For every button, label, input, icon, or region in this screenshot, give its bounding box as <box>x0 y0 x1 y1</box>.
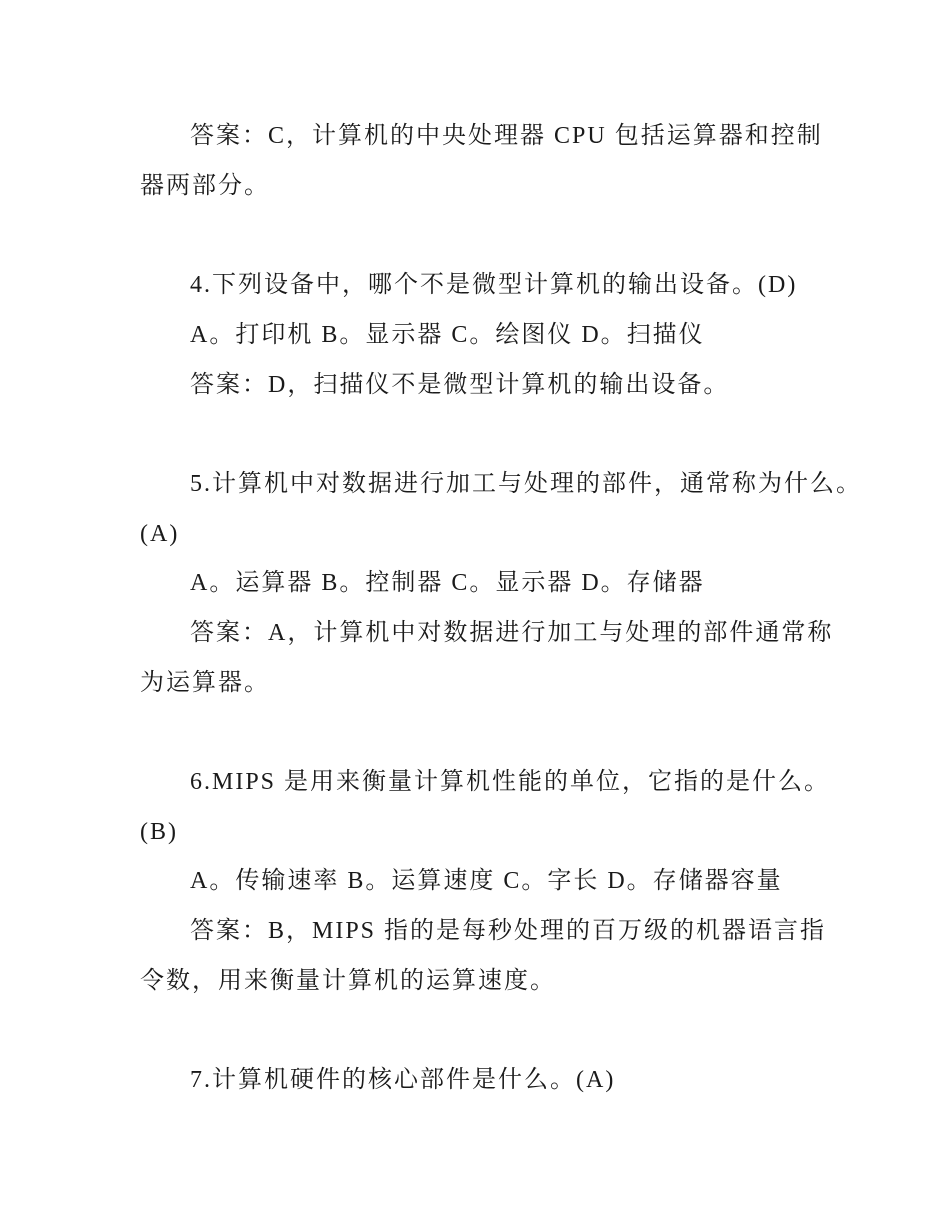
options-4: A。打印机 B。显示器 C。绘图仪 D。扫描仪 <box>190 322 705 348</box>
options-5: A。运算器 B。控制器 C。显示器 D。存储器 <box>190 570 705 596</box>
question-5-line-1: 5.计算机中对数据进行加工与处理的部件，通常称为什么。 <box>190 471 862 497</box>
answer-6-line-1: 答案：B，MIPS 指的是每秒处理的百万级的机器语言指 <box>190 918 827 944</box>
question-5-line-2: (A) <box>140 521 180 547</box>
question-6-line-2: (B) <box>140 819 178 845</box>
options-6: A。传输速率 B。运算速度 C。字长 D。存储器容量 <box>190 868 783 894</box>
answer-3-line-2: 器两部分。 <box>140 173 270 199</box>
answer-5-line-1: 答案：A，计算机中对数据进行加工与处理的部件通常称 <box>190 620 834 646</box>
question-6-line-1: 6.MIPS 是用来衡量计算机性能的单位，它指的是什么。 <box>190 769 831 795</box>
question-4: 4.下列设备中，哪个不是微型计算机的输出设备。(D) <box>190 272 798 298</box>
answer-3-line-1: 答案：C，计算机的中央处理器 CPU 包括运算器和控制 <box>190 123 823 149</box>
answer-5-line-2: 为运算器。 <box>140 670 270 696</box>
answer-6-line-2: 令数，用来衡量计算机的运算速度。 <box>140 968 556 994</box>
question-7: 7.计算机硬件的核心部件是什么。(A) <box>190 1067 616 1093</box>
answer-4: 答案：D，扫描仪不是微型计算机的输出设备。 <box>190 372 730 398</box>
